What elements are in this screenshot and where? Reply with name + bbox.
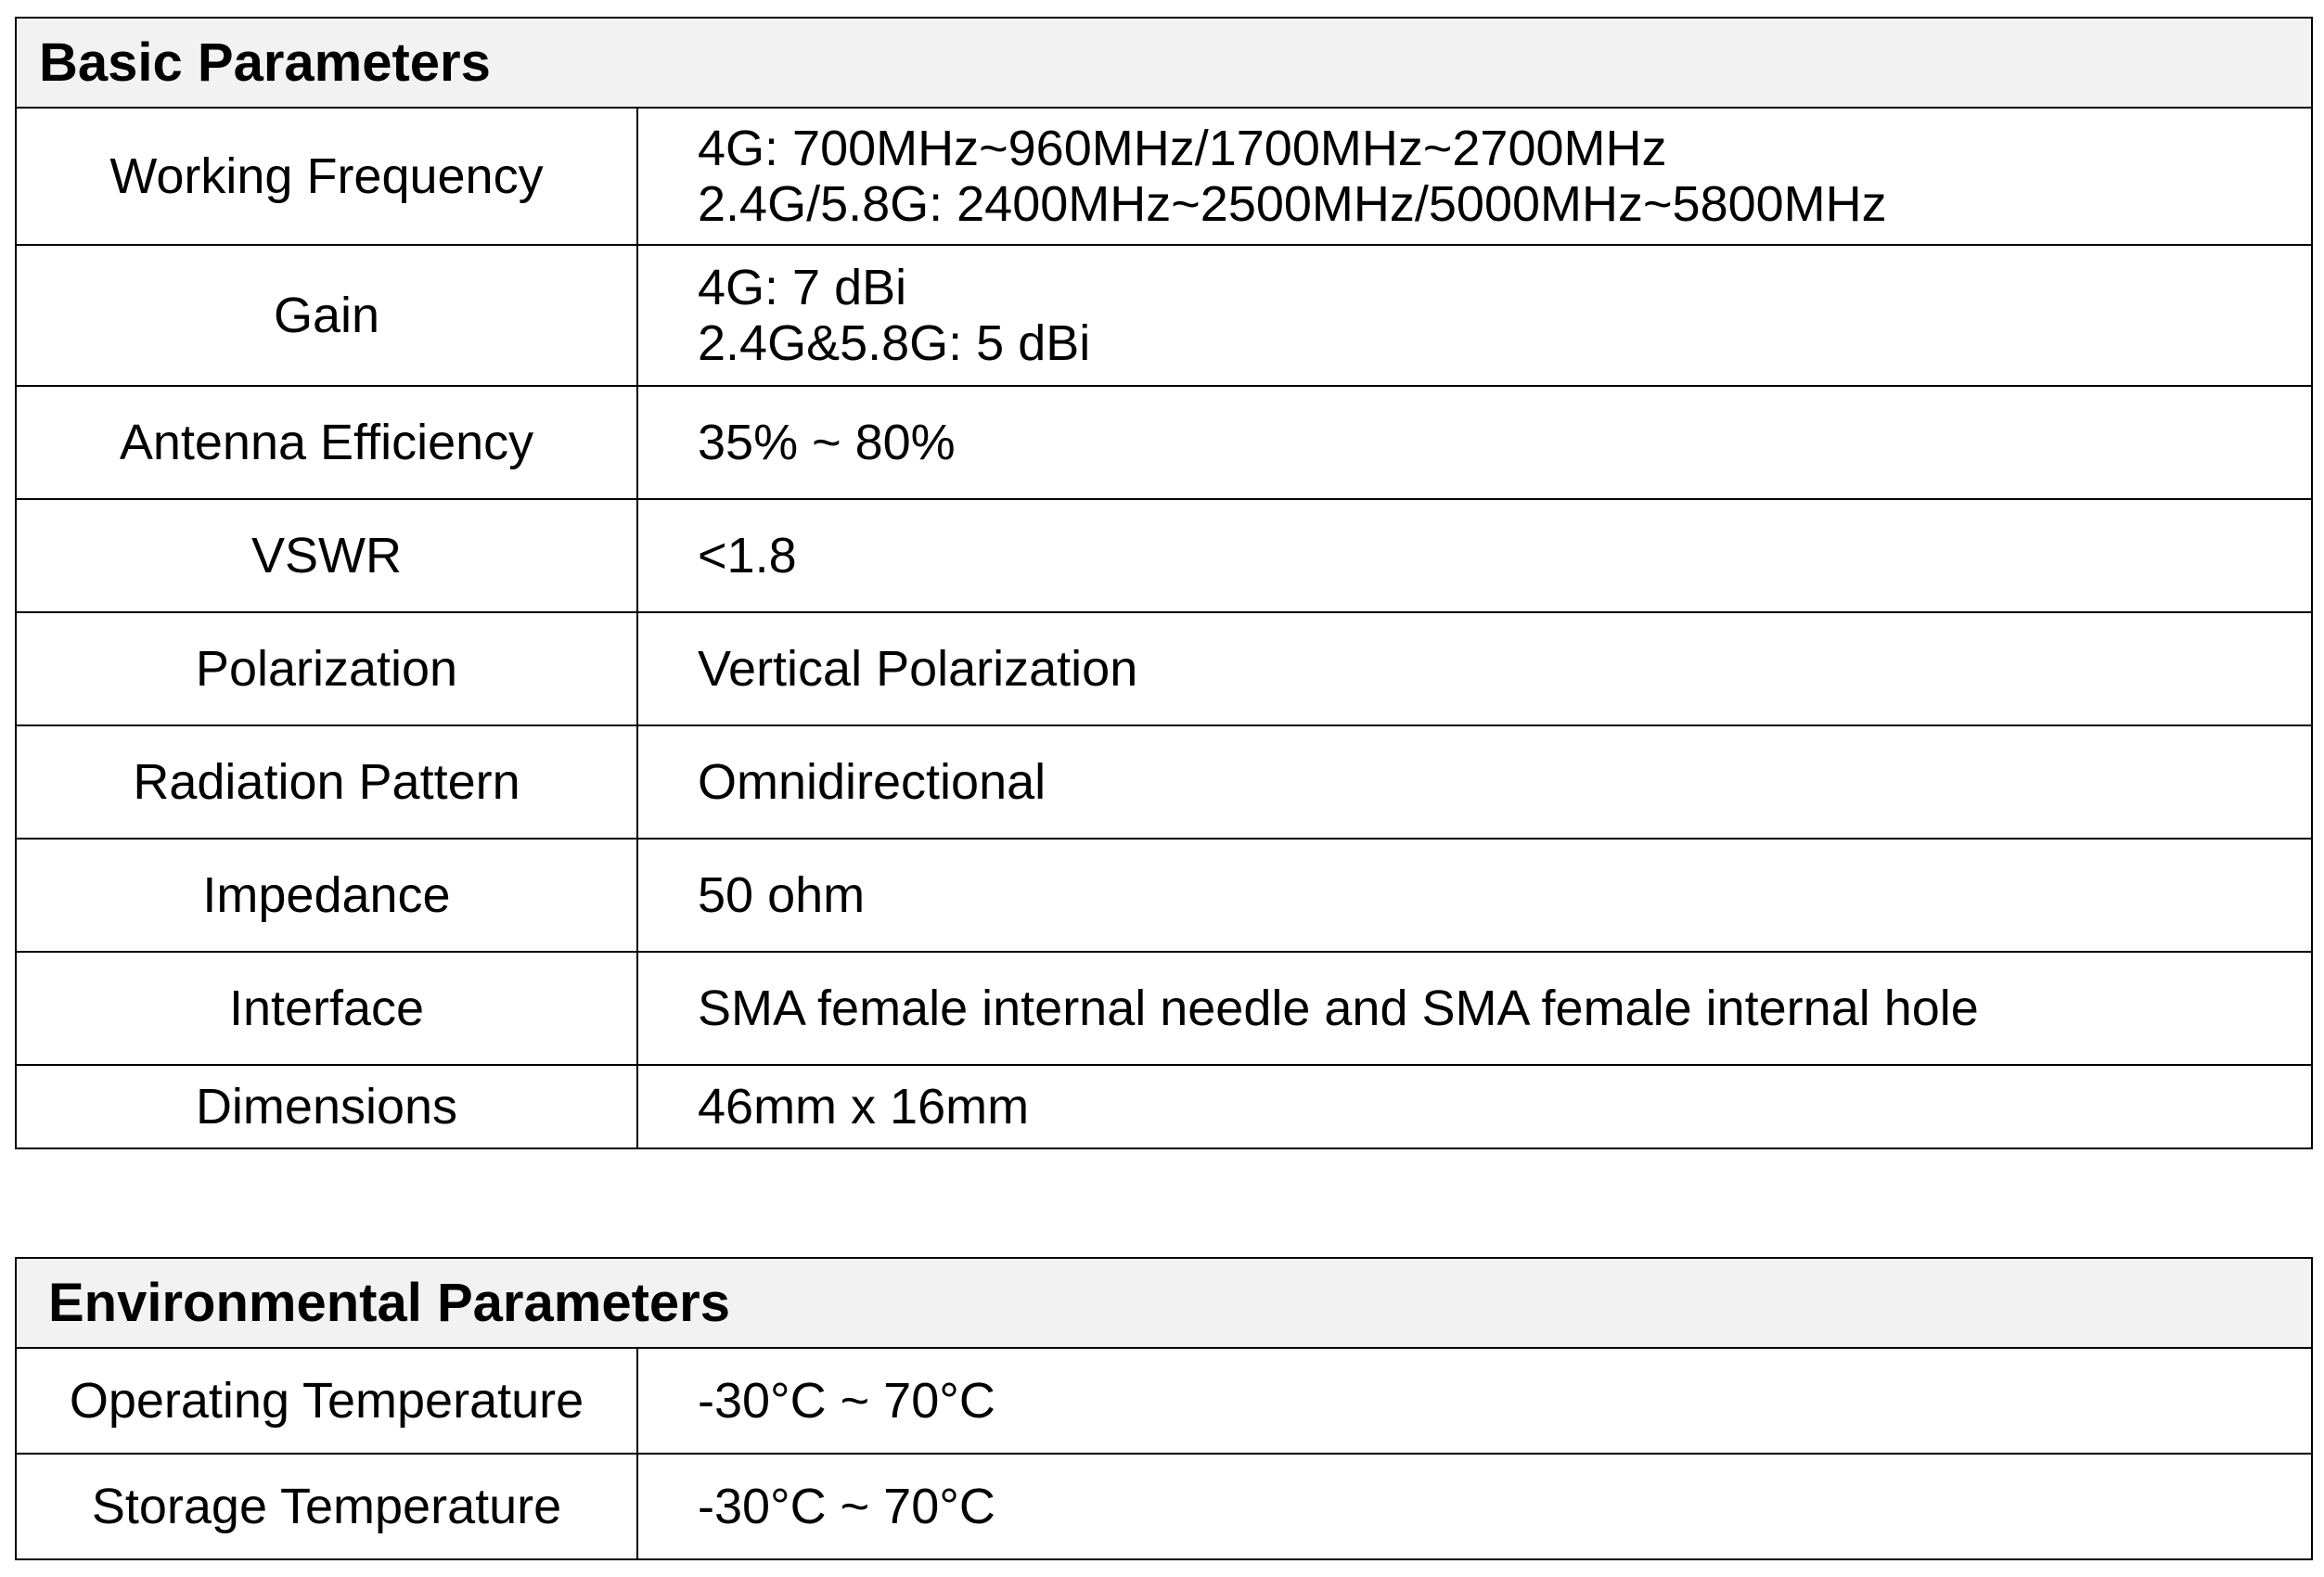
- table-row: [16, 612, 2312, 725]
- environmental-parameters-title: Environmental Parameters: [16, 1258, 2312, 1348]
- table-row: [16, 1454, 2312, 1559]
- table-row: [16, 386, 2312, 499]
- row-label: VSWR: [16, 499, 637, 612]
- basic-parameters-title: Basic Parameters: [16, 18, 2312, 108]
- value-line: <1.8: [698, 528, 797, 583]
- table-row: [16, 245, 2312, 386]
- value-line: Vertical Polarization: [698, 641, 1138, 697]
- value-line: 50 ohm: [698, 867, 866, 923]
- row-label: Gain: [16, 245, 637, 386]
- row-label: Antenna Efficiency: [16, 386, 637, 499]
- value-line: SMA female internal needle and SMA female internal hole: [698, 981, 1979, 1036]
- value-line: 35% ~ 80%: [698, 415, 956, 470]
- table-row: [16, 952, 2312, 1065]
- row-value: [637, 108, 2312, 245]
- value-line: 2.4G/5.8G: 2400MHz~2500MHz/5000MHz~5800MHz: [698, 176, 1887, 232]
- row-label: Operating Temperature: [16, 1348, 637, 1454]
- value-line: Omnidirectional: [698, 754, 1046, 810]
- value-line: 46mm x 16mm: [698, 1079, 1030, 1135]
- value-line: 4G: 700MHz~960MHz/1700MHz~2700MHz: [698, 121, 1667, 176]
- row-value: [637, 612, 2312, 725]
- row-value: [637, 245, 2312, 386]
- table-row: [16, 108, 2312, 245]
- value-line: 4G: 7 dBi: [698, 260, 907, 315]
- table-row: [16, 499, 2312, 612]
- row-value: [637, 1348, 2312, 1454]
- table-row: [16, 1065, 2312, 1148]
- row-label: Impedance: [16, 839, 637, 952]
- value-line: -30°C ~ 70°C: [698, 1373, 995, 1429]
- environmental-parameters-table: [15, 1257, 2313, 1560]
- section-header-row: [16, 18, 2312, 108]
- value-line: -30°C ~ 70°C: [698, 1479, 995, 1534]
- row-value: [637, 952, 2312, 1065]
- row-label: Dimensions: [16, 1065, 637, 1148]
- row-label: Storage Temperature: [16, 1454, 637, 1559]
- value-line: 2.4G&5.8G: 5 dBi: [698, 315, 1091, 371]
- basic-parameters-table: [15, 17, 2313, 1149]
- row-value: [637, 499, 2312, 612]
- row-label: Radiation Pattern: [16, 725, 637, 839]
- row-value: [637, 839, 2312, 952]
- row-label: Working Frequency: [16, 108, 637, 245]
- row-value: [637, 1065, 2312, 1148]
- row-label: Interface: [16, 952, 637, 1065]
- table-row: [16, 1348, 2312, 1454]
- row-value: [637, 1454, 2312, 1559]
- table-row: [16, 725, 2312, 839]
- table-row: [16, 839, 2312, 952]
- row-value: [637, 725, 2312, 839]
- row-label: Polarization: [16, 612, 637, 725]
- row-value: [637, 386, 2312, 499]
- section-header-row: [16, 1258, 2312, 1348]
